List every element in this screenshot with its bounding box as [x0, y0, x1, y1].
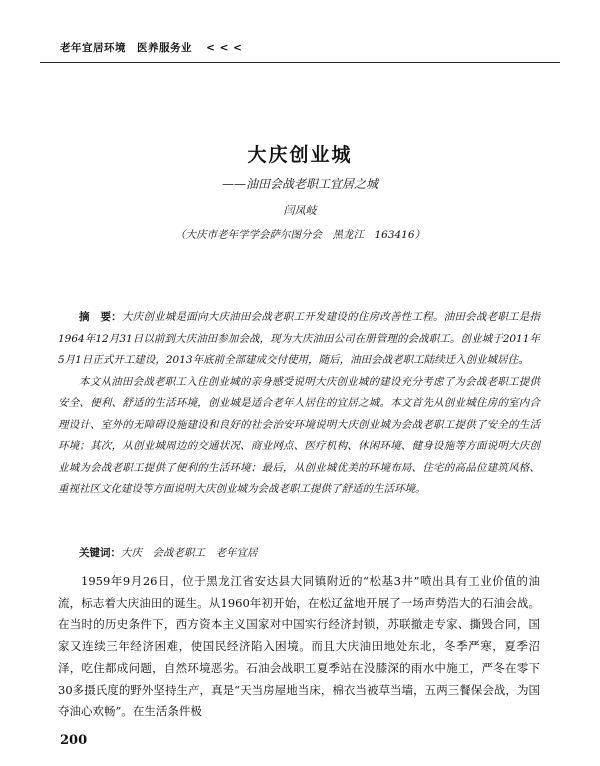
abstract: [58, 307, 540, 501]
section-label: 老年宜居环境 医养服务业: [60, 42, 192, 54]
keywords: [58, 543, 540, 565]
page-number: 200: [60, 733, 88, 748]
abstract-text-1: 大庆创业城是面向大庆油田会战老职工开发建设的住房改善性工程。油田会战老职工是指1964年12月31日以前到大庆油田参加会战，现为大庆油田公司在册管理的会战职工。创业城于2011年5月1日正式开工建设，2013年底前全部建成交付使用，随后，油田会战老职工陆续迁入创业城居住。: [58, 311, 540, 366]
abstract-paragraph-1: [58, 307, 540, 372]
article-subtitle: ——油田会战老职工宜居之城: [221, 177, 378, 191]
abstract-paragraph-2: 本文从油田会战老职工入住创业城的亲身感受说明大庆创业城的建设充分考虑了为会战老职工提供安全、便利、舒适的生活环境，创业城是适合老年人居住的宜居之城。本文首先从创业城住房的室内合理设计、室外的无障碍设施建设和良好的社会治安环境说明大庆创业城为会战老职工提供了安全的生活环境；其次，从创业城周边的交通状况、商业网点、医疗机构、休闲环境、健身设施等方面说明大庆创业城为会战老职工提供了便利的生活环境；最后，从创业城优美的环境布局、住宅的高品位建筑风格、重视社区文化建设等方面说明大庆创业城为会战老职工提供了舒适的生活环境。: [58, 375, 540, 495]
article-author: 闫凤岐: [283, 204, 317, 217]
keywords-label: 关键词：: [79, 547, 121, 559]
arrows-glyph: < < <: [206, 42, 243, 54]
running-header: [60, 40, 560, 55]
body-paragraph-1: 1959年9月26日，位于黑龙江省安达县大同镇附近的“松基3井”喷出具有工业价值的油流，标志着大庆油田的诞生。从1960年初开始，在松辽盆地开展了一场声势浩大的石油会战。在当时的历史条件下，西方资本主义国家对中国实行经济封锁，苏联撤走专家、撕毁合同，国家又连续三年经济困难，使国民经济陷入困境。而且大庆油田地处东北，冬季严寒，夏季沼泽，吃住都成问题，自然环境恶劣。石油会战职工夏季站在没膝深的雨水中施工，严冬在零下30多摄氏度的野外坚持生产，真是“天当房屋地当床，棉衣当被草当墙，五两三餐保会战，为国夺油心欢畅”。在生活条件极: [58, 574, 540, 719]
keywords-text: 大庆 会战老职工 老年宜居: [121, 547, 258, 559]
body-text: [58, 571, 540, 723]
article-title: 大庆创业城: [247, 144, 353, 166]
header-rule: [40, 62, 560, 63]
abstract-label: 摘 要：: [79, 311, 122, 323]
article-affiliation: （大庆市老年学学会萨尔图分会 黑龙江 163416）: [174, 229, 426, 241]
